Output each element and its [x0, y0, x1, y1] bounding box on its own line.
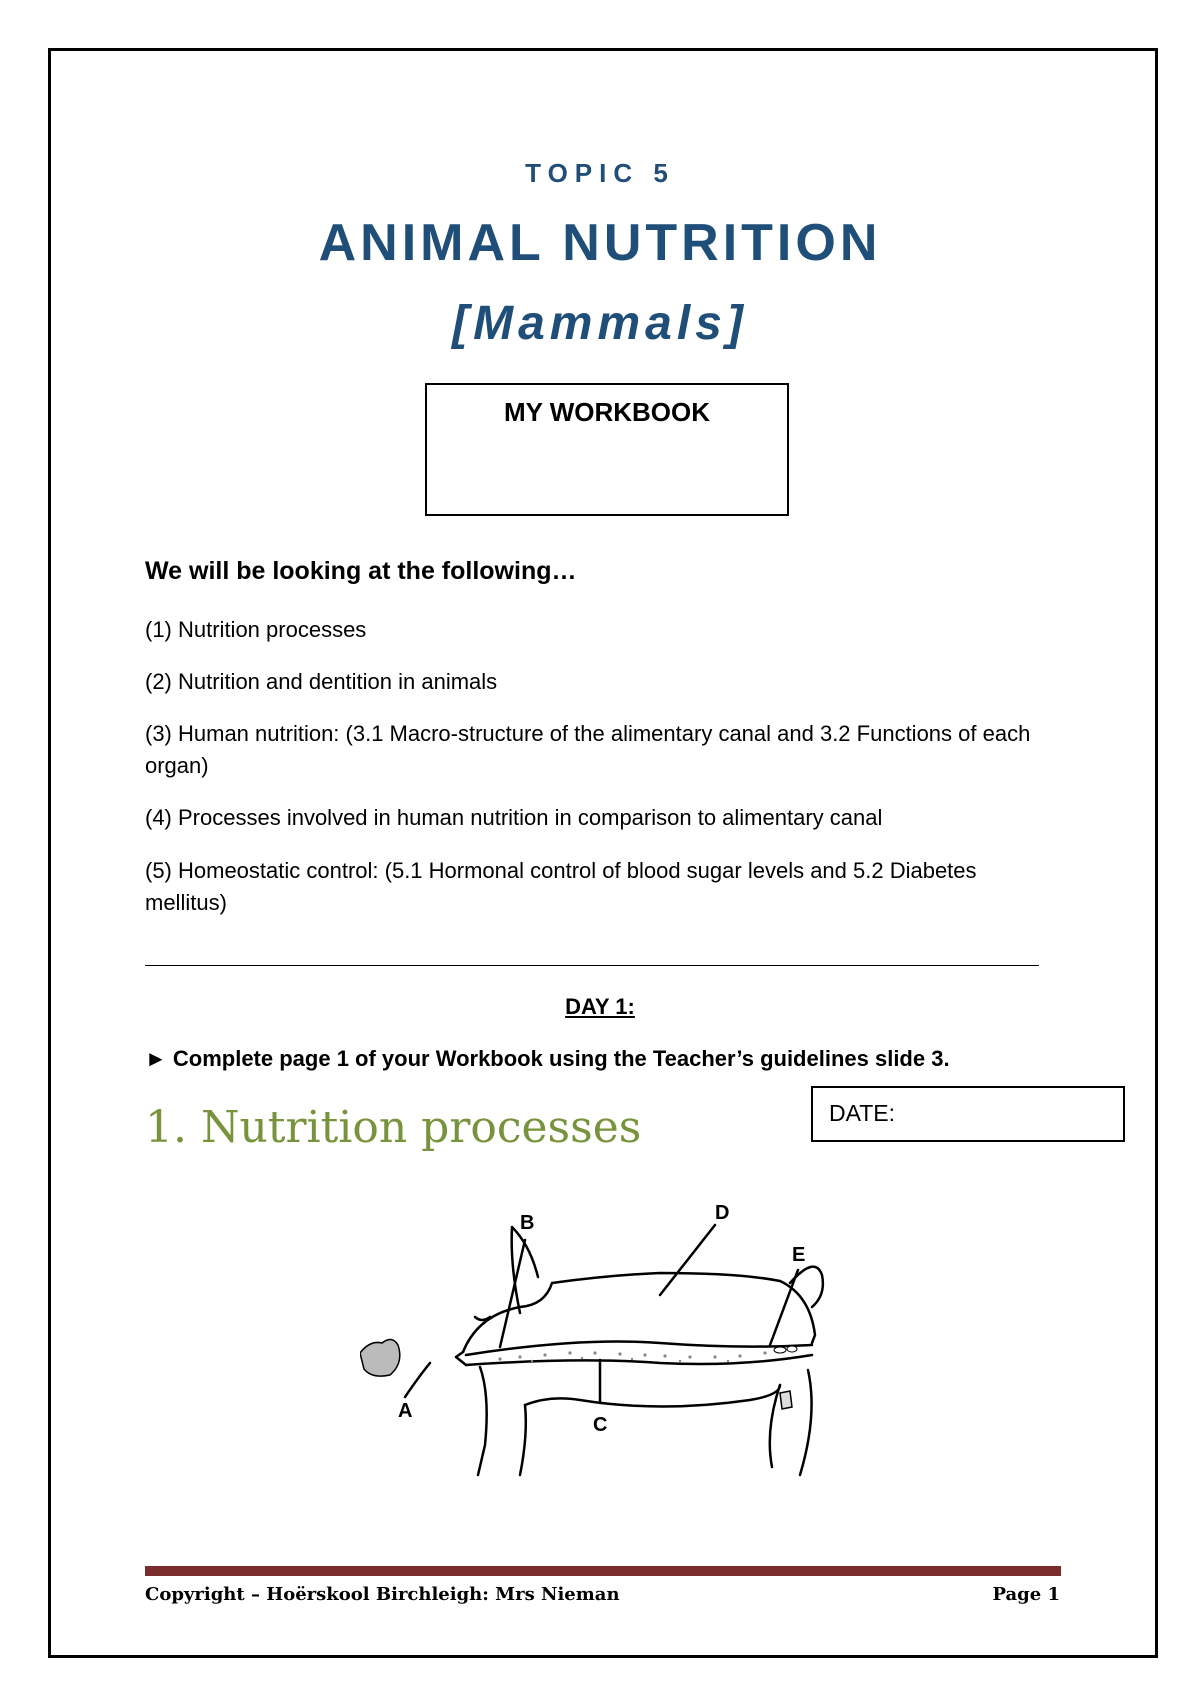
- workbook-box: [425, 383, 789, 516]
- instruction-text: ► Complete page 1 of your Workbook using the Teacher’s guidelines slide 3.: [145, 1046, 950, 1071]
- topic-item-2: (2) Nutrition and dentition in animals: [145, 669, 498, 694]
- date-label: DATE:: [829, 1100, 896, 1126]
- workbook-label: MY WORKBOOK: [503, 397, 711, 427]
- page-title: ANIMAL NUTRITION: [318, 214, 882, 272]
- front-leg: [478, 1367, 487, 1475]
- snout: [456, 1352, 466, 1365]
- canal-bottom: [466, 1355, 812, 1365]
- hind-leg: [770, 1385, 780, 1467]
- food-morsel: [360, 1339, 400, 1376]
- label-line-d: [660, 1225, 715, 1295]
- front-leg-back: [520, 1405, 526, 1475]
- belly: [525, 1385, 780, 1407]
- canal-top: [466, 1342, 812, 1356]
- eye: [475, 1317, 490, 1320]
- topic-item-5: (5) Homeostatic control: (5.1 Hormonal control of blood sugar levels and 5.2 Diabetes mellitus): [145, 858, 977, 915]
- day-label: DAY 1:: [565, 994, 635, 1019]
- separator-line: [145, 965, 1039, 966]
- footer-copyright: Copyright – Hoërskool Birchleigh: Mrs Nieman: [145, 1584, 620, 1605]
- tail: [790, 1267, 823, 1307]
- topic-item-4: (4) Processes involved in human nutrition in comparison to alimentary canal: [145, 805, 883, 830]
- topic-number: TOPIC 5: [525, 158, 675, 188]
- diagram-label-b: B: [520, 1212, 535, 1234]
- intro-heading: We will be looking at the following…: [145, 557, 577, 585]
- topic-item-1: (1) Nutrition processes: [145, 617, 367, 642]
- faeces: [780, 1391, 792, 1409]
- hind-leg-back: [800, 1370, 812, 1475]
- footer-rule: [145, 1566, 1061, 1576]
- animal-diagram: [360, 1195, 900, 1485]
- diagram-label-c: C: [593, 1414, 608, 1436]
- diagram-label-a: A: [398, 1400, 413, 1422]
- section-title: 1. Nutrition processes: [145, 1102, 642, 1153]
- label-line-a: [405, 1363, 430, 1397]
- topic-item-3: (3) Human nutrition: (3.1 Macro-structure of the alimentary canal and 3.2 Functions of each organ): [145, 721, 1031, 778]
- date-box[interactable]: [811, 1086, 1125, 1142]
- diagram-label-e: E: [792, 1244, 806, 1266]
- footer-page-number: Page 1: [992, 1584, 1060, 1605]
- page-subtitle: [Mammals]: [452, 297, 748, 350]
- label-line-e: [770, 1270, 798, 1345]
- diagram-label-d: D: [715, 1202, 730, 1224]
- body-back: [463, 1273, 780, 1352]
- rear-outline: [780, 1281, 815, 1343]
